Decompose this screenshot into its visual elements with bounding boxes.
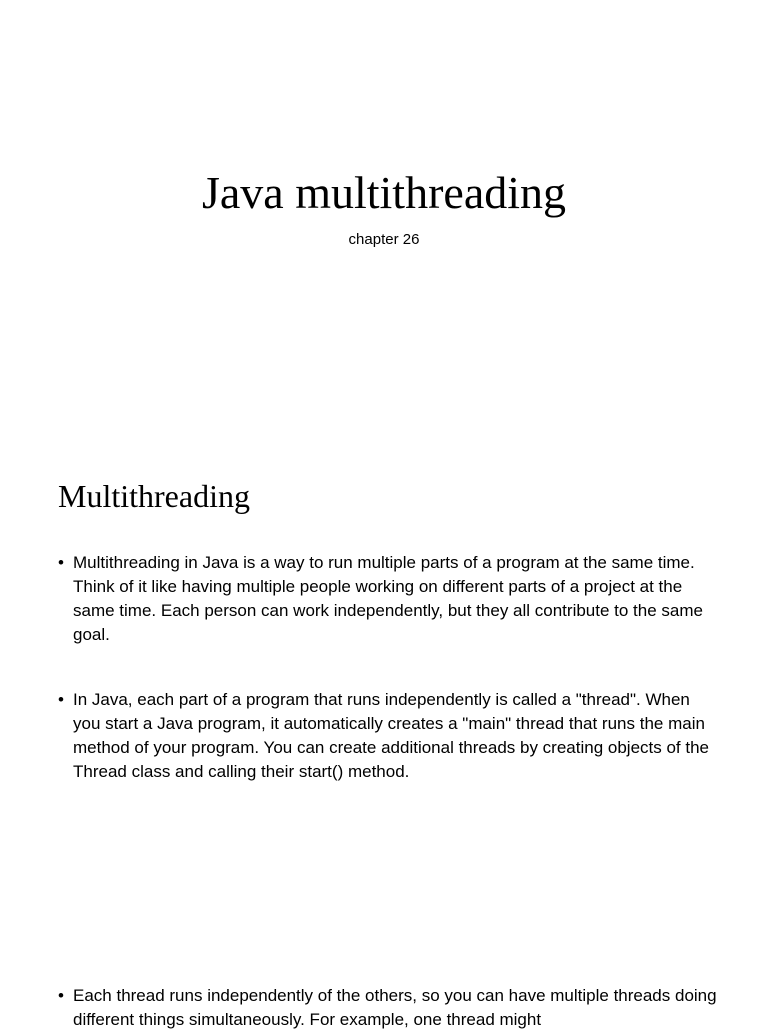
bullet-text: Each thread runs independently of the others, so you can have multiple threads doing different things simultaneously. For example, one thread might [73,986,717,1029]
bullet-text: Multithreading in Java is a way to run multiple parts of a program at the same time. Think of it like having multiple people working on different parts of a project at the same time. Each person can work independently, but they all contribute to the same goal. [73,553,703,644]
bullet-item [58,984,718,1032]
slide-title: Java multithreading [201,167,567,218]
slide-subtitle: chapter 26 [348,231,420,248]
bullet-item [58,551,718,647]
content-slide [0,432,768,1029]
bullet-text: In Java, each part of a program that runs independently is called a "thread". When you start a Java program, it automatically creates a "main" thread that runs the main method of your program. You can create additional threads by creating objects of the Thread class and calling their start() method. [73,690,710,781]
bullet-dot-icon: • [58,986,64,1005]
bullet-dot-icon: • [58,690,64,709]
section-heading: Multithreading [58,478,250,514]
title-slide [0,0,768,432]
bullet-dot-icon: • [58,553,64,572]
bullet-item [58,688,718,784]
